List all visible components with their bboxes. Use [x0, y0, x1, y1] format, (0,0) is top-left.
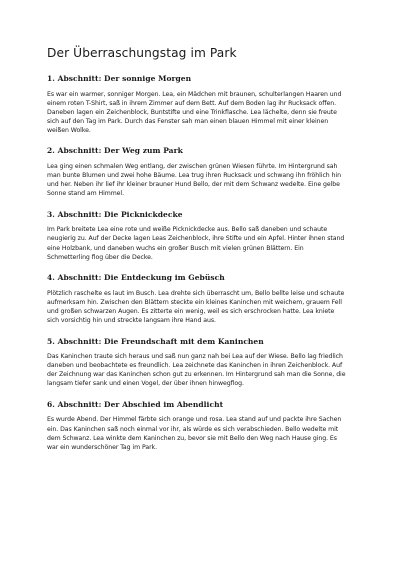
- section-paragraph: Es war ein warmer, sonniger Morgen. Lea, ein Mädchen mit braunen, schulterlangen Haaren und einem roten T-Shirt, saß in ihrem Zimmer auf dem Bett. Auf dem Boden lag ihr Rucksack offen. Daneben lagen ein Zeichenblock, Buntstifte und eine Trinkflasche. Lea lächelte, denn sie freute sich auf den Tag im Park. Durch das Fenster sah man einen blauen Himmel mit einer kleinen weißen Wolke.: [47, 90, 342, 134]
- section-heading: 1. Abschnitt: Der sonnige Morgen: [47, 74, 192, 83]
- section-1: [47, 74, 348, 135]
- section-6: [47, 400, 348, 452]
- section-heading: 2. Abschnitt: Der Weg zum Park: [47, 146, 183, 156]
- section-paragraph: Lea ging einen schmalen Weg entlang, der zwischen grünen Wiesen führte. Im Hintergrund sah man bunte Blumen und zwei hohe Bäume. Lea trug ihren Rucksack und schwang ihn fröhlich hin und her. Neben ihr lief ihr kleiner brauner Hund Bello, der mit dem Schwanz wedelte. Eine gelbe Sonne stand am Himmel.: [47, 162, 341, 198]
- section-paragraph: Im Park breitete Lea eine rote und weiße Picknickdecke aus. Bello saß daneben und schaute neugierig zu. Auf der Decke lagen Leas Zeichenblock, ihre Stifte und ein Apfel. Hinter ihnen stand eine Holzbank, und daneben wuchs ein großer Busch mit vielen grünen Blättern. Ein Schmetterling flog über die Decke.: [47, 226, 345, 261]
- section-heading: 4. Abschnitt: Die Entdeckung im Gebüsch: [47, 273, 225, 283]
- section-paragraph: Das Kaninchen traute sich heraus und saß nun ganz nah bei Lea auf der Wiese. Bello lag friedlich daneben und beobachtete es freundlich. Lea zeichnete das Kaninchen in ihren Zeichenblock. Auf der Zeichnung war das Kaninchen schon gut zu erkennen. Im Hintergrund sah man die Sonne, die langsam tiefer sank und einen Vogel, der über ihnen hinwegflog.: [47, 353, 346, 388]
- section-paragraph: Es wurde Abend. Der Himmel färbte sich orange und rosa. Lea stand auf und packte ihre Sachen ein. Das Kaninchen saß noch einmal vor ihr, als würde es sich verabschieden. Bello wedelte mit dem Schwanz. Lea winkte dem Kaninchen zu, bevor sie mit Bello den Weg nach Hause ging. Es war ein wunderschöner Tag im Park.: [47, 416, 342, 451]
- section-4: [47, 273, 348, 325]
- section-heading: 5. Abschnitt: Die Freundschaft mit dem Kaninchen: [47, 336, 264, 346]
- section-3: [47, 210, 348, 262]
- section-paragraph: Plötzlich raschelte es laut im Busch. Lea drehte sich überrascht um, Bello bellte leise und schaute aufmerksam hin. Zwischen den Blättern steckte ein kleines Kaninchen mit weichem, grauem Fell und großen schwarzen Augen. Es zitterte ein wenig, weil es sich erschrocken hatte. Lea kniete sich vorsichtig hin und streckte langsam ihre Hand aus.: [47, 289, 345, 324]
- section-5: [47, 337, 348, 389]
- section-heading: 3. Abschnitt: Die Picknickdecke: [47, 209, 183, 219]
- document-title: Der Überraschungstag im Park: [47, 46, 237, 60]
- section-2: [47, 146, 348, 198]
- section-heading: 6. Abschnitt: Der Abschied im Abendlicht: [47, 399, 224, 409]
